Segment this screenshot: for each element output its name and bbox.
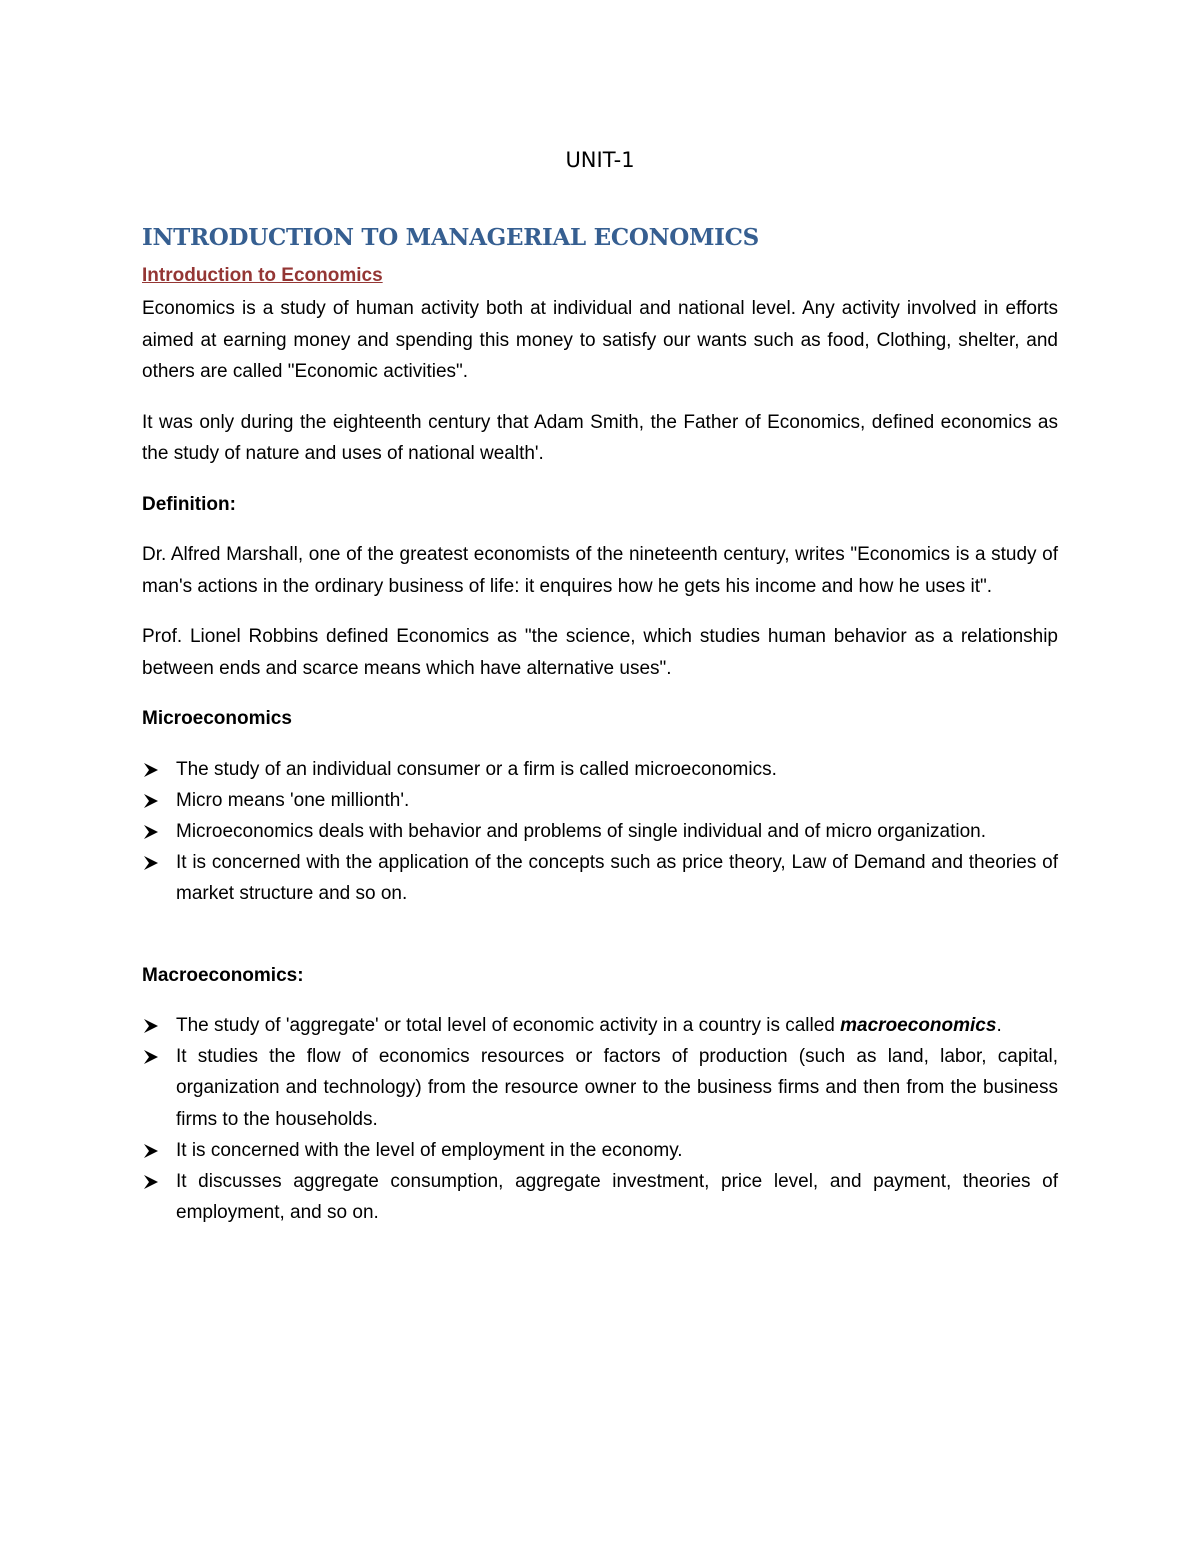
sub-heading: Introduction to Economics	[142, 265, 383, 286]
microeconomics-heading: Microeconomics	[142, 708, 292, 729]
arrow-bullet-icon	[142, 1041, 162, 1072]
marshall-paragraph: Dr. Alfred Marshall, one of the greatest economists of the nineteenth century, writes "Economics is a study of man's actions in the ordinary business of life: it enquires how he gets his income and how he uses it".	[142, 544, 1058, 597]
robbins-paragraph: Prof. Lionel Robbins defined Economics as "the science, which studies human behavior as a relationship between ends and scarce means which have alternative uses".	[142, 626, 1058, 679]
document-page	[142, 145, 1058, 1228]
list-item-text: Microeconomics deals with behavior and problems of single individual and of micro organization.	[176, 820, 987, 842]
arrow-bullet-icon	[142, 1166, 162, 1197]
list-item-text: The study of 'aggregate' or total level of economic activity in a country is called	[176, 1015, 841, 1037]
list-item-text: It studies the flow of economics resources or factors of production (such as land, labor, capital, organization and technology) from the resource owner to the business firms and then from the business firms to the households.	[176, 1046, 1058, 1130]
list-item	[142, 1135, 1058, 1166]
unit-title: UNIT-1	[565, 148, 635, 172]
list-item-text: It discusses aggregate consumption, aggregate investment, price level, and payment, theories of employment, and so on.	[176, 1171, 1058, 1224]
list-item	[142, 754, 1058, 785]
list-item	[142, 1166, 1058, 1228]
microeconomics-list	[142, 754, 1058, 910]
arrow-bullet-icon	[142, 847, 162, 878]
list-item	[142, 1041, 1058, 1135]
list-item	[142, 816, 1058, 847]
list-item-text: Micro means 'one millionth'.	[176, 789, 410, 811]
intro-paragraph: Economics is a study of human activity both at individual and national level. Any activity involved in efforts aimed at earning money and spending this money to satisfy our wants such as food, Clothing, shelter, and others are called "Economic activities".	[142, 298, 1058, 382]
definition-heading: Definition:	[142, 493, 236, 515]
arrow-bullet-icon	[142, 816, 162, 847]
list-item-text: It is concerned with the level of employment in the economy.	[176, 1139, 683, 1161]
macroeconomics-list	[142, 1010, 1058, 1228]
arrow-bullet-icon	[142, 1135, 162, 1166]
arrow-bullet-icon	[142, 1010, 162, 1041]
list-item	[142, 785, 1058, 816]
arrow-bullet-icon	[142, 754, 162, 785]
macroeconomics-term: macroeconomics	[840, 1015, 997, 1037]
list-item-punctuation: .	[996, 1015, 1002, 1037]
list-item-text: It is concerned with the application of the concepts such as price theory, Law of Demand and theories of market structure and so on.	[176, 852, 1058, 905]
main-heading: INTRODUCTION TO MANAGERIAL ECONOMICS	[142, 224, 759, 251]
arrow-bullet-icon	[142, 785, 162, 816]
list-item	[142, 847, 1058, 909]
adam-smith-paragraph: It was only during the eighteenth century that Adam Smith, the Father of Economics, defined economics as the study of nature and uses of national wealth'.	[142, 411, 1058, 464]
macroeconomics-heading: Macroeconomics:	[142, 964, 304, 986]
list-item	[142, 1010, 1058, 1041]
list-item-text: The study of an individual consumer or a firm is called microeconomics.	[176, 758, 777, 780]
